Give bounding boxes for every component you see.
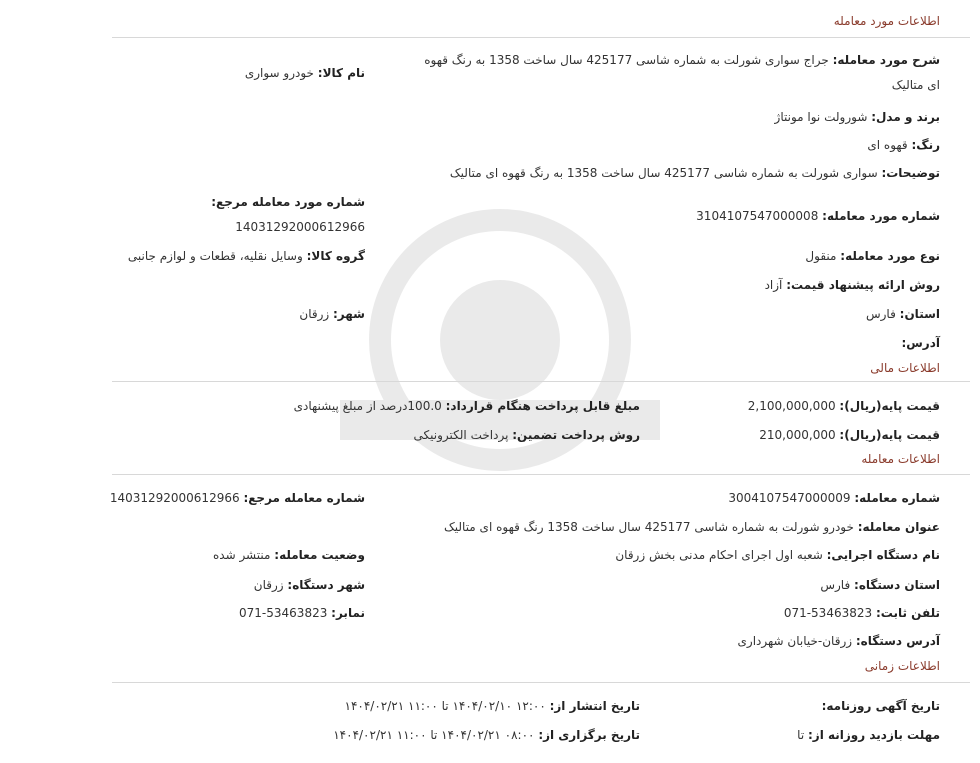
- ref-number-field: [211, 194, 365, 210]
- subject-label: عنوان معامله:: [857, 520, 940, 534]
- payable-text: درصد از مبلغ پیشنهادی: [293, 399, 408, 413]
- description-field: [424, 52, 940, 68]
- agency-city-value: زرقان: [253, 578, 284, 592]
- transaction-number-label: شماره معامله:: [854, 491, 940, 505]
- description-value-1: جراج سواری شورلت به شماره شاسی 425177 سال ساخت 1358 به رنگ قهوه: [424, 53, 829, 67]
- color-value: قهوه ای: [867, 138, 908, 152]
- brand-value: شورولت نوا مونتاژ: [774, 110, 868, 124]
- holding-value: ۰۸:۰۰ ۱۴۰۴/۰۲/۲۱ تا ۱۱:۰۰ ۱۴۰۴/۰۲/۲۱: [333, 728, 535, 742]
- fax-label: نمابر:: [331, 606, 365, 620]
- transaction-ref-field: [110, 490, 365, 506]
- province-field: [866, 306, 940, 322]
- agency-field: [615, 547, 940, 563]
- newspaper-field: [822, 698, 940, 714]
- agency-address-label: آدرس دستگاه:: [855, 634, 940, 648]
- agency-province-label: استان دستگاه:: [854, 578, 940, 592]
- color-field: [867, 137, 940, 153]
- subject-field: [444, 519, 940, 535]
- base-price2-field: [759, 427, 940, 443]
- transaction-ref-label: شماره معامله مرجع:: [243, 491, 365, 505]
- status-value: منتشر شده: [212, 548, 271, 562]
- price-method-value: آزاد: [764, 278, 783, 292]
- base-price-label: قیمت پایه(ریال):: [839, 399, 940, 413]
- group-field: [128, 248, 365, 264]
- ref-number-value-row: [235, 219, 365, 235]
- section-title-deal-info: اطلاعات مورد معامله: [833, 14, 940, 28]
- type-label: نوع مورد معامله:: [840, 249, 940, 263]
- guarantee-method-value: پرداخت الکترونیکی: [413, 428, 509, 442]
- base-price-field: [748, 398, 940, 414]
- city-value: زرقان: [299, 307, 330, 321]
- product-name-label: نام کالا:: [317, 66, 365, 80]
- agency-city-label: شهر دستگاه:: [287, 578, 365, 592]
- deal-number-value: 3104107547000008: [696, 209, 819, 223]
- transaction-ref-value: 14031292000612966: [109, 491, 240, 505]
- agency-value: شعبه اول اجرای احکام مدنی بخش زرقان: [615, 548, 823, 562]
- divider: [112, 37, 970, 38]
- deal-number-label: شماره مورد معامله:: [822, 209, 940, 223]
- price-method-field: [765, 277, 940, 293]
- watermark-logo-icon: [300, 190, 700, 490]
- guarantee-method-field: [414, 427, 640, 443]
- address-label: آدرس:: [901, 336, 940, 350]
- ref-number-label: شماره مورد معامله مرجع:: [211, 195, 365, 209]
- section-title-transaction: اطلاعات معامله: [861, 452, 940, 466]
- status-field: [213, 547, 365, 563]
- transaction-number-value: 3004107547000009: [728, 491, 851, 505]
- base-price-value: 2,100,000,000: [747, 399, 836, 413]
- group-value: وسایل نقلیه، قطعات و لوازم جانبی: [127, 249, 303, 263]
- phone-label: تلفن ثابت:: [875, 606, 940, 620]
- group-label: گروه کالا:: [306, 249, 365, 263]
- product-name-value: خودرو سواری: [244, 66, 314, 80]
- publish-label: تاریخ انتشار از:: [549, 699, 640, 713]
- brand-field: [775, 109, 940, 125]
- base-price2-value: 210,000,000: [759, 428, 836, 442]
- transaction-number-field: [728, 490, 940, 506]
- publish-value: ۱۲:۰۰ ۱۴۰۴/۰۲/۱۰ تا ۱۱:۰۰ ۱۴۰۴/۰۲/۲۱: [344, 699, 546, 713]
- province-label: استان:: [899, 307, 940, 321]
- brand-label: برند و مدل:: [871, 110, 940, 124]
- fax-value: 071-53463823: [239, 606, 328, 620]
- agency-province-value: فارس: [820, 578, 851, 592]
- color-label: رنگ:: [911, 138, 940, 152]
- city-field: [299, 306, 365, 322]
- ref-number-value: 14031292000612966: [235, 220, 365, 234]
- newspaper-label: تاریخ آگهی روزنامه:: [821, 699, 940, 713]
- section-title-financial: اطلاعات مالی: [870, 361, 940, 375]
- agency-address-value: زرقان-خیابان شهرداری: [737, 634, 853, 648]
- agency-province-field: [820, 577, 940, 593]
- visit-field: [797, 727, 940, 743]
- guarantee-method-label: روش پرداخت تضمین:: [512, 428, 640, 442]
- notes-field: [450, 165, 940, 181]
- address-field: [901, 335, 940, 351]
- phone-value: 071-53463823: [783, 606, 873, 620]
- visit-value: تا: [797, 728, 805, 742]
- payable-value: 100.0: [407, 399, 442, 413]
- province-value: فارس: [865, 307, 896, 321]
- divider: [112, 682, 970, 683]
- description-label: شرح مورد معامله:: [832, 53, 940, 67]
- notes-label: توضیحات:: [881, 166, 940, 180]
- agency-address-field: [738, 633, 940, 649]
- payable-field: [294, 398, 640, 414]
- description-value-2: ای متالیک: [891, 78, 940, 92]
- holding-field: [333, 727, 640, 743]
- subject-value: خودرو شورلت به شماره شاسی 425177 سال ساخت 1358 رنگ قهوه ای متالیک: [444, 520, 854, 534]
- status-label: وضعیت معامله:: [274, 548, 365, 562]
- type-field: [805, 248, 940, 264]
- section-title-timing: اطلاعات زمانی: [864, 659, 940, 673]
- price-method-label: روش ارائه پیشنهاد قیمت:: [786, 278, 940, 292]
- type-value: منقول: [805, 249, 837, 263]
- base-price2-label: قیمت پایه(ریال):: [839, 428, 940, 442]
- agency-city-field: [254, 577, 365, 593]
- description-line2: [892, 77, 940, 93]
- product-name-field: [245, 65, 365, 81]
- agency-label: نام دستگاه اجرایی:: [826, 548, 940, 562]
- phone-field: [784, 605, 940, 621]
- deal-number-field: [696, 208, 940, 224]
- divider: [112, 474, 970, 475]
- payable-label: مبلغ قابل پرداخت هنگام قرارداد:: [445, 399, 640, 413]
- holding-label: تاریخ برگزاری از:: [538, 728, 640, 742]
- publish-field: [345, 698, 640, 714]
- notes-value: سواری شورلت به شماره شاسی 425177 سال ساخت 1358 به رنگ قهوه ای متالیک: [449, 166, 878, 180]
- visit-label: مهلت بازدید روزانه از:: [808, 728, 940, 742]
- city-label: شهر:: [333, 307, 365, 321]
- divider: [112, 381, 970, 382]
- fax-field: [239, 605, 365, 621]
